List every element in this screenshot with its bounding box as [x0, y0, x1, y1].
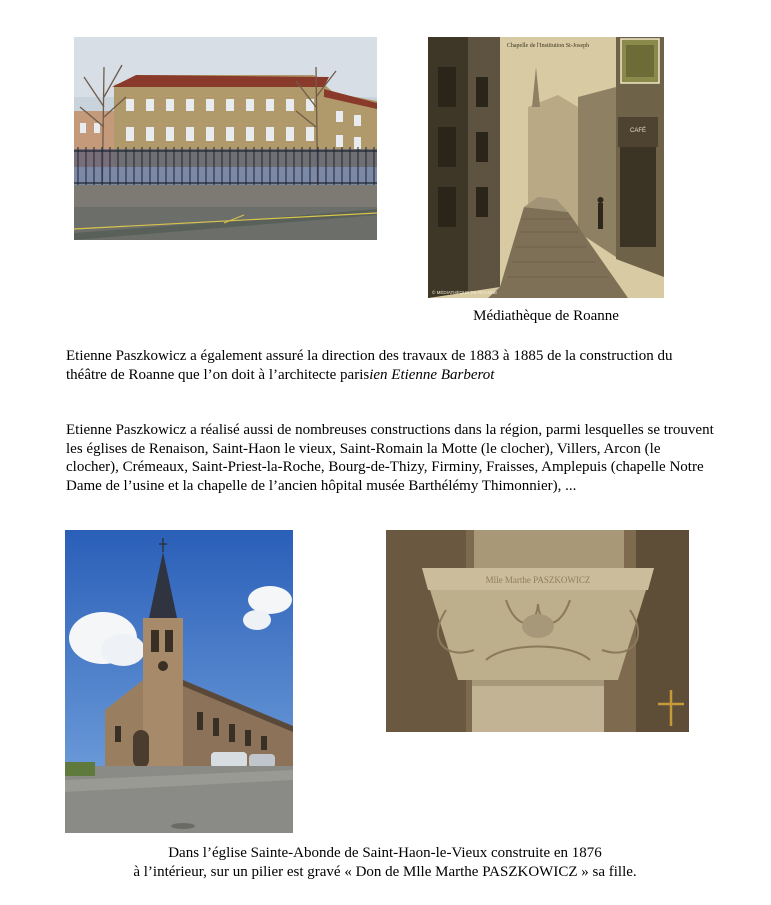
- postcard-credit: © MÉDIATHÈQUE DE ROANNE: [432, 290, 498, 295]
- paragraph-theatre-text: Etienne Paszkowicz a également assuré la direction des travaux de 1883 à 1885 de la construction du théâtre de Roanne que l’on doit à l’architecte paris: [66, 348, 673, 383]
- bottom-caption: [40, 844, 730, 882]
- bottom-caption-line1: Dans l’église Sainte-Abonde de Saint-Haon-le-Vieux construite en 1876: [168, 845, 602, 861]
- paragraph-theatre: [66, 347, 716, 384]
- top-caption: Médiathèque de Roanne: [473, 308, 619, 324]
- bottom-caption-line2: à l’intérieur, sur un pilier est gravé « Don de Mlle Marthe PASZKOWICZ » sa fille.: [133, 864, 637, 880]
- photo-church-exterior: [65, 530, 293, 833]
- photo-old-postcard-street: [428, 37, 664, 298]
- capital-inscription: Mlle Marthe PASZKOWICZ: [485, 575, 591, 585]
- paragraph-theatre-italic: ien Etienne Barberot: [369, 366, 495, 383]
- postcard-title: Chapelle de l'Institution St-Joseph: [506, 43, 590, 49]
- photo-school-building: [74, 37, 377, 240]
- photo-carved-capital: [386, 530, 689, 732]
- paragraph-constructions: Etienne Paszkowicz a réalisé aussi de nombreuses constructions dans la région, parmi lesquelles se trouvent les églises de Renaison, Saint-Haon le vieux, Saint-Romain la Motte (le clocher), Villers, Arcon (le clocher), Crémeaux, Saint-Priest-la-Roche, Bourg-de-Thizy, Firminy, Fraisses, Amplepuis (chapelle Notre Dame de l’usine et la chapelle de l’ancien hôpital musée Barthélémy Thimonnier), ...: [66, 422, 714, 494]
- shop-sign: CAFÉ: [629, 128, 647, 134]
